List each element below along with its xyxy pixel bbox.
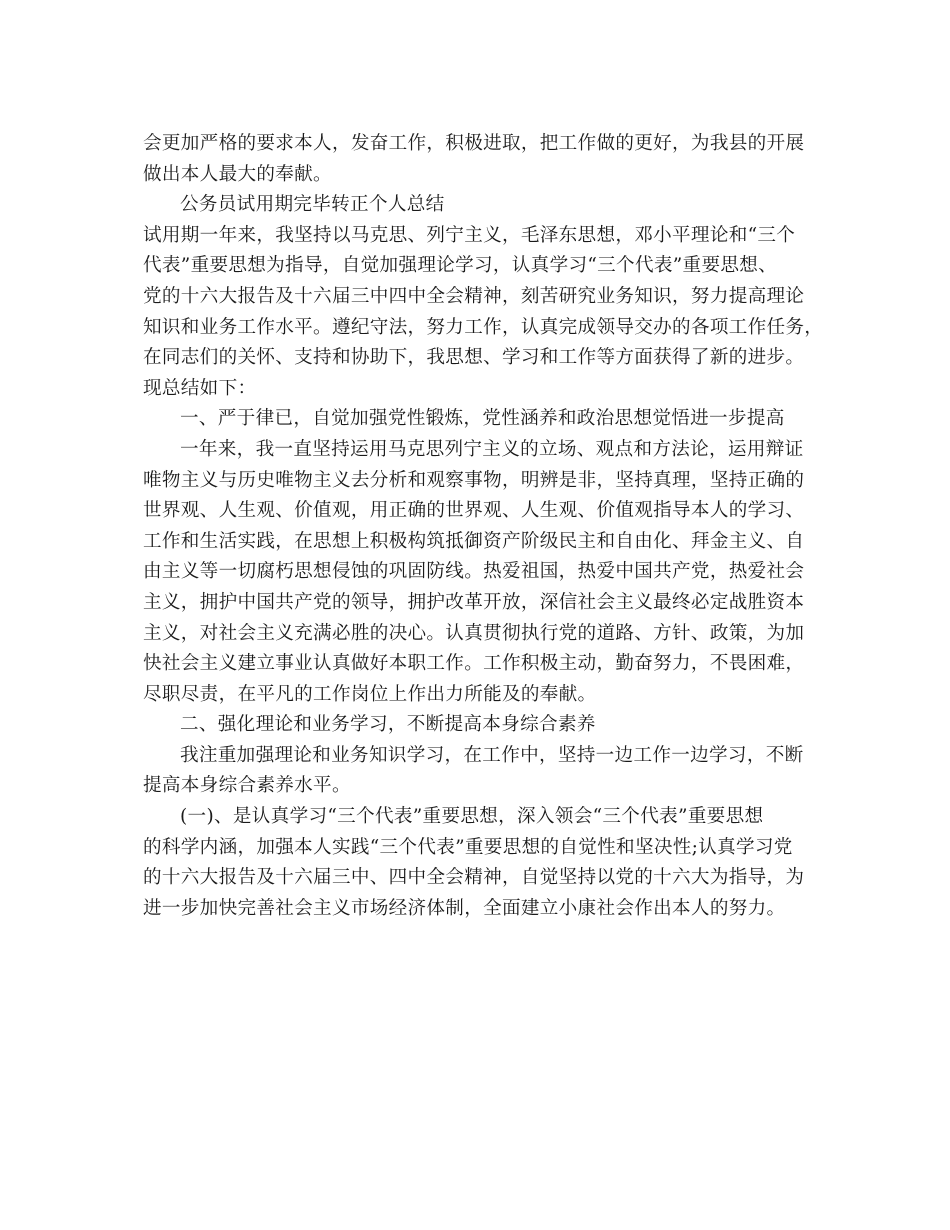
document-title: 公务员试用期完毕转正个人总结 [180, 194, 445, 216]
section-heading: 二、强化理论和业务学习，不断提高本身综合素养 [180, 714, 596, 736]
text-line: 尽职尽责，在平凡的工作岗位上作出力所能及的奉献。 [143, 683, 597, 705]
text-line: 唯物主义与历史唯物主义去分析和观察事物，明辨是非，坚持真理，坚持正确的 [143, 469, 805, 491]
text-line: 党的十六大报告及十六届三中四中全会精神，刻苦研究业务知识，努力提高理论 [143, 285, 805, 307]
section-heading: 一、严于律已，自觉加强党性锻炼，党性涵养和政治思想觉悟进一步提高 [180, 408, 785, 430]
text-line: 进一步加快完善社会主义市场经济体制，全面建立小康社会作出本人的努力。 [143, 897, 786, 919]
text-line: 主义，对社会主义充满必胜的决心。认真贯彻执行党的道路、方针、政策，为加 [143, 622, 805, 644]
text-line: 一年来，我一直坚持运用马克思列宁主义的立场、观点和方法论，运用辩证 [180, 438, 804, 460]
text-line: 由主义等一切腐朽思想侵蚀的巩固防线。热爱祖国，热爱中国共产党，热爱社会 [143, 561, 805, 583]
text-line: 主义，拥护中国共产党的领导，拥护改革开放，深信社会主义最终必定战胜资本 [143, 591, 805, 613]
text-line: (一)、是认真学习“三个代表”重要思想，深入领会“三个代表”重要思想 [180, 806, 764, 828]
text-line: 快社会主义建立事业认真做好本职工作。工作积极主动，勤奋努力，不畏困难， [143, 653, 805, 675]
text-line: 工作和生活实践，在思想上积极构筑抵御资产阶级民主和自由化、拜金主义、自 [143, 530, 805, 552]
text-line: 世界观、人生观、价值观，用正确的世界观、人生观、价值观指导本人的学习、 [143, 500, 805, 522]
text-line: 的科学内涵，加强本人实践“三个代表”重要思想的自觉性和坚决性;认真学习党 [143, 836, 793, 858]
text-line: 会更加严格的要求本人，发奋工作，积极进取，把工作做的更好，为我县的开展 [143, 133, 805, 154]
text-line: 现总结如下： [143, 377, 257, 399]
text-line: 提高本身综合素养水平。 [143, 775, 351, 797]
text-line: 在同志们的关怀、支持和协助下，我思想、学习和工作等方面获得了新的进步。 [143, 347, 805, 369]
text-line: 代表”重要思想为指导，自觉加强理论学习，认真学习“三个代表”重要思想、 [143, 255, 778, 277]
document-body [143, 129, 824, 924]
text-line: 的十六大报告及十六届三中、四中全会精神，自觉坚持以党的十六大为指导，为 [143, 867, 805, 889]
text-line: 我注重加强理论和业务知识学习，在工作中，坚持一边工作一边学习，不断 [180, 744, 804, 766]
text-line: 试用期一年来，我坚持以马克思、列宁主义，毛泽东思想，邓小平理论和“三个 [143, 224, 796, 246]
text-line: 知识和业务工作水平。遵纪守法，努力工作，认真完成领导交办的各项工作任务， [143, 316, 824, 338]
text-line: 做出本人最大的奉献。 [143, 163, 332, 185]
